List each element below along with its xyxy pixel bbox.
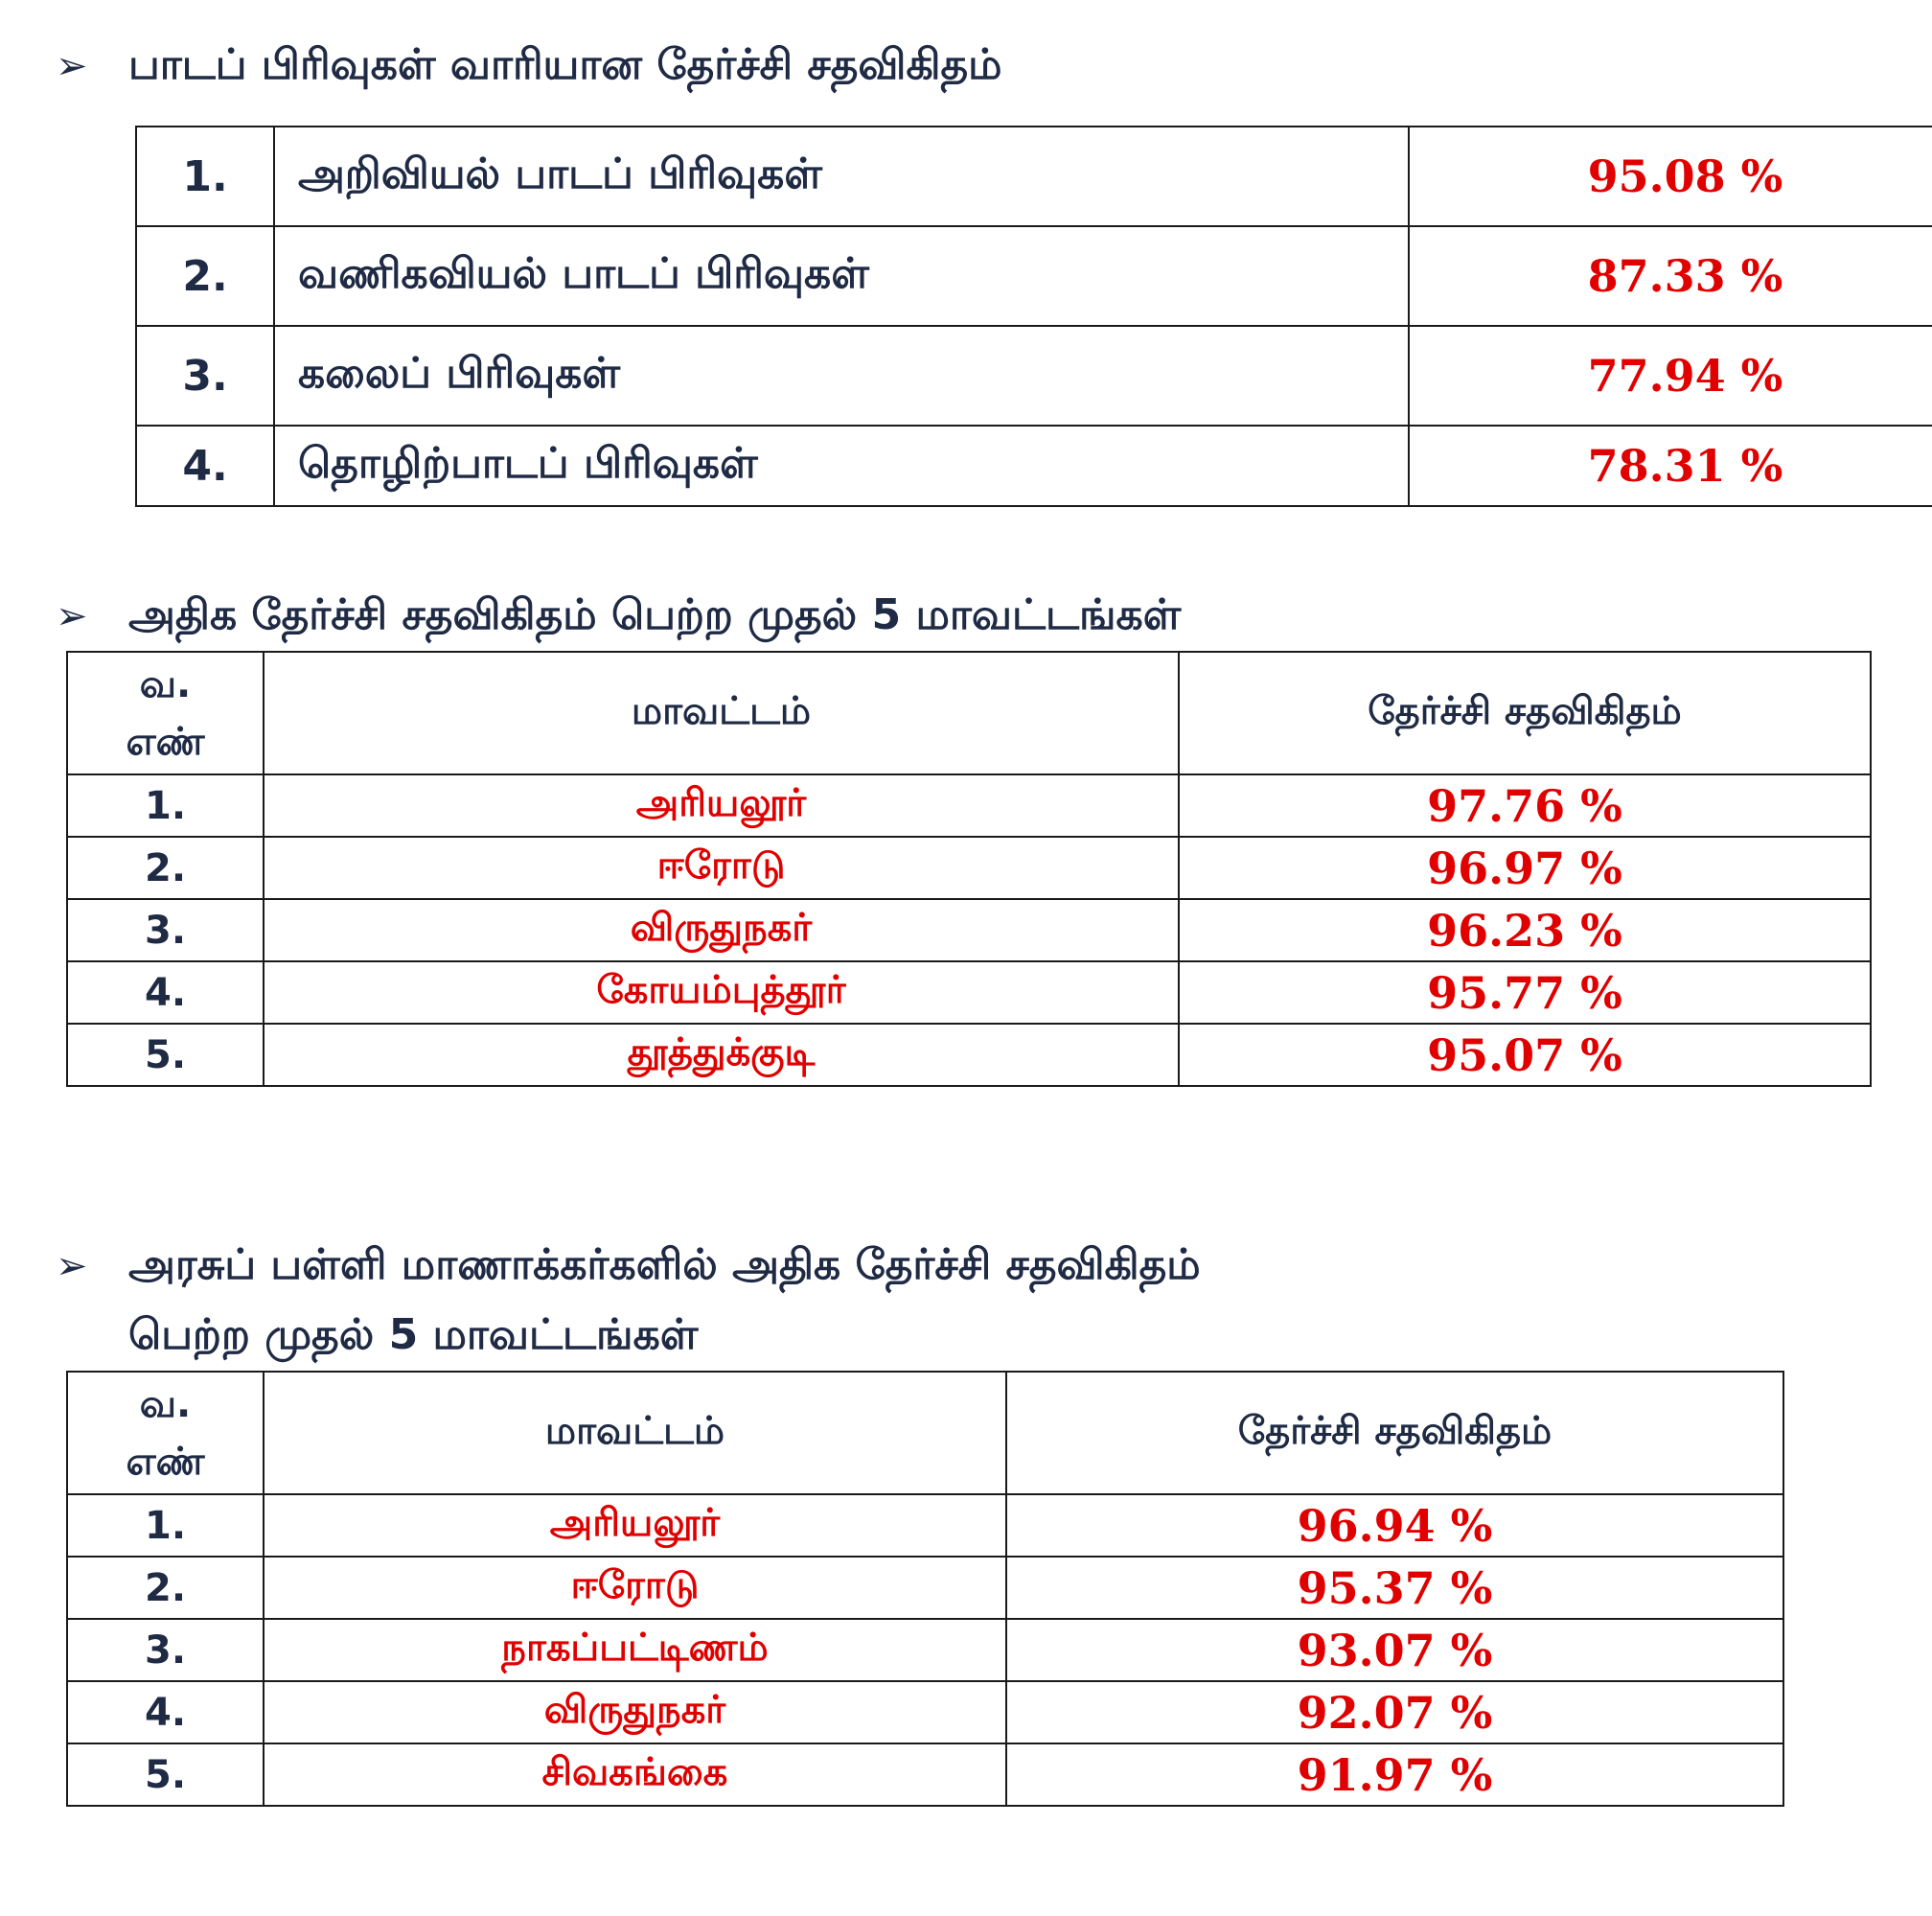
percentage-header: தேர்ச்சி சதவிகிதம் — [1179, 652, 1871, 774]
table-row — [67, 1743, 1783, 1806]
district-name: தூத்துக்குடி — [264, 1024, 1179, 1086]
table-row — [136, 426, 1932, 506]
pass-percentage: 97.76 % — [1179, 774, 1871, 837]
serial-number-header: வ. எண் — [67, 1372, 264, 1494]
percentage-header: தேர்ச்சி சதவிகிதம் — [1006, 1372, 1783, 1494]
table-header-row — [67, 652, 1871, 774]
arrow-bullet-icon: ➢ — [56, 44, 88, 88]
district-header: மாவட்டம் — [264, 652, 1179, 774]
table-row — [136, 127, 1932, 226]
district-name: அரியலூர் — [264, 1494, 1006, 1557]
pass-percentage: 87.33 % — [1409, 226, 1932, 326]
table-row — [67, 961, 1871, 1024]
stream-name: தொழிற்பாடப் பிரிவுகள் — [274, 426, 1409, 506]
stream-name: வணிகவியல் பாடப் பிரிவுகள் — [274, 226, 1409, 326]
district-name: நாகப்பட்டிணம் — [264, 1619, 1006, 1681]
district-name: சிவகங்கை — [264, 1743, 1006, 1806]
row-number: 4. — [67, 1681, 264, 1743]
district-header: மாவட்டம் — [264, 1372, 1006, 1494]
pass-percentage: 78.31 % — [1409, 426, 1932, 506]
pass-percentage: 96.94 % — [1006, 1494, 1783, 1557]
table-row — [67, 1681, 1783, 1743]
table-row — [136, 326, 1932, 426]
table-row — [67, 899, 1871, 961]
arrow-bullet-icon: ➢ — [56, 594, 88, 638]
stream-name: அறிவியல் பாடப் பிரிவுகள் — [274, 127, 1409, 226]
table-row — [67, 837, 1871, 899]
row-number: 5. — [67, 1743, 264, 1806]
serial-number-header: வ. எண் — [67, 652, 264, 774]
row-number: 3. — [136, 326, 274, 426]
pass-percentage: 95.07 % — [1179, 1024, 1871, 1086]
row-number: 3. — [67, 1619, 264, 1681]
pass-percentage: 91.97 % — [1006, 1743, 1783, 1806]
row-number: 3. — [67, 899, 264, 961]
row-number: 4. — [136, 426, 274, 506]
row-number: 1. — [67, 774, 264, 837]
stream-name: கலைப் பிரிவுகள் — [274, 326, 1409, 426]
top-districts-table — [66, 651, 1872, 1087]
district-name: அரியலூர் — [264, 774, 1179, 837]
pass-percentage: 95.08 % — [1409, 127, 1932, 226]
district-name: விருதுநகர் — [264, 899, 1179, 961]
table-header-row — [67, 1372, 1783, 1494]
table-row — [136, 226, 1932, 326]
pass-percentage: 96.23 % — [1179, 899, 1871, 961]
section3-heading: ➢ அரசுப் பள்ளி மாணாக்கர்களில் அதிக தேர்ச்சி சதவிகிதம் பெற்ற முதல் 5 மாவட்டங்கள் — [56, 1231, 1201, 1370]
district-name: ஈரோடு — [264, 1557, 1006, 1619]
district-name: கோயம்புத்தூர் — [264, 961, 1179, 1024]
row-number: 2. — [136, 226, 274, 326]
pass-percentage: 77.94 % — [1409, 326, 1932, 426]
row-number: 5. — [67, 1024, 264, 1086]
table-row — [67, 1557, 1783, 1619]
section1-heading: ➢ பாடப் பிரிவுகள் வாரியான தேர்ச்சி சதவிகிதம் — [56, 31, 1002, 101]
row-number: 4. — [67, 961, 264, 1024]
table-row — [67, 1619, 1783, 1681]
row-number: 1. — [67, 1494, 264, 1557]
pass-percentage: 96.97 % — [1179, 837, 1871, 899]
row-number: 2. — [67, 1557, 264, 1619]
district-name: விருதுநகர் — [264, 1681, 1006, 1743]
pass-percentage: 93.07 % — [1006, 1619, 1783, 1681]
table-row — [67, 1494, 1783, 1557]
pass-percentage: 95.77 % — [1179, 961, 1871, 1024]
pass-percentage: 92.07 % — [1006, 1681, 1783, 1743]
government-school-districts-table — [66, 1371, 1784, 1807]
table-row — [67, 1024, 1871, 1086]
pass-percentage: 95.37 % — [1006, 1557, 1783, 1619]
stream-pass-table — [135, 126, 1932, 507]
district-name: ஈரோடு — [264, 837, 1179, 899]
section2-heading: ➢ அதிக தேர்ச்சி சதவிகிதம் பெற்ற முதல் 5 மாவட்டங்கள் — [56, 581, 1181, 651]
table-row — [67, 774, 1871, 837]
row-number: 1. — [136, 127, 274, 226]
row-number: 2. — [67, 837, 264, 899]
arrow-bullet-icon: ➢ — [56, 1244, 88, 1288]
